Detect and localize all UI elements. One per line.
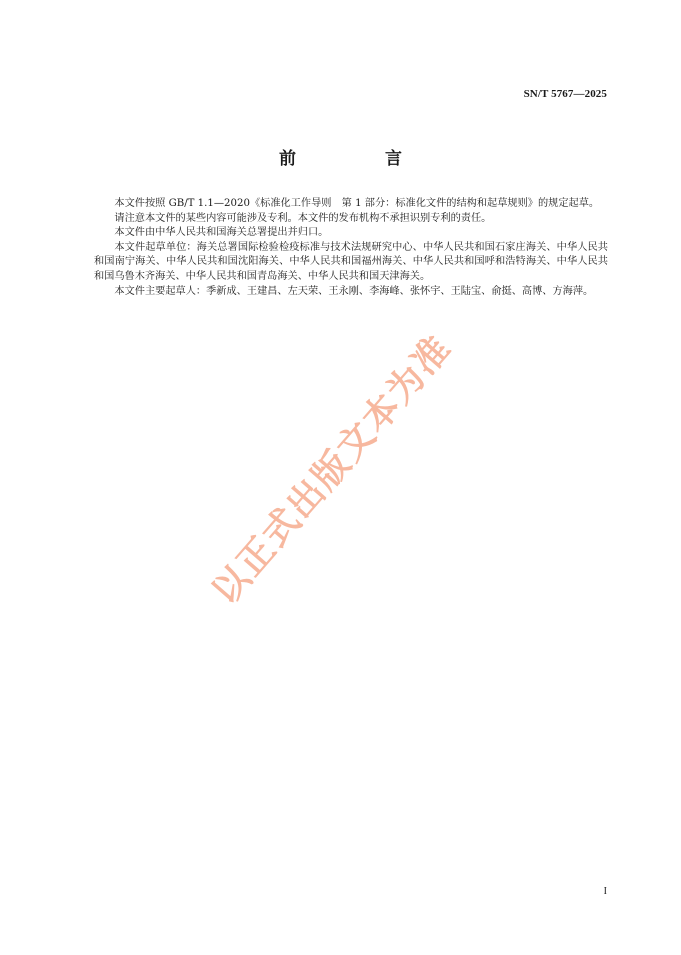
watermark-stamp: 以正式出版文本为准: [204, 327, 460, 613]
paragraph-proposer: 本文件由中华人民共和国海关总署提出并归口。: [114, 227, 329, 239]
paragraph-patent-notice: 请注意本文件的某些内容可能涉及专利。本文件的发布机构不承担识别专利的责任。: [114, 212, 492, 224]
page-number: I: [603, 886, 607, 897]
standard-code: SN/T 5767—2025: [523, 88, 607, 100]
foreword-body: [94, 197, 608, 299]
page-title: 前 言: [279, 149, 438, 169]
paragraph-drafting-rules: 本文件按照 GB/T 1.1—2020《标准化工作导则 第 1 部分：标准化文件的结构和起草规则》的规定起草。: [114, 198, 600, 209]
paragraph-drafting-units: 本文件起草单位：海关总署国际检验检疫标准与技术法规研究中心、中华人民共和国石家庄海关、中华人民共和国南宁海关、中华人民共和国沈阳海关、中华人民共和国福州海关、中华人民共和国呼和浩特海关、中华人民共和国乌鲁木齐海关、中华人民共和国青岛海关、中华人民共和国天津海关。: [94, 241, 608, 282]
paragraph-drafters: 本文件主要起草人：季新成、王建昌、左天荣、王永刚、李海峰、张怀宇、王陆宝、俞挺、高博、方海萍。: [114, 285, 594, 297]
